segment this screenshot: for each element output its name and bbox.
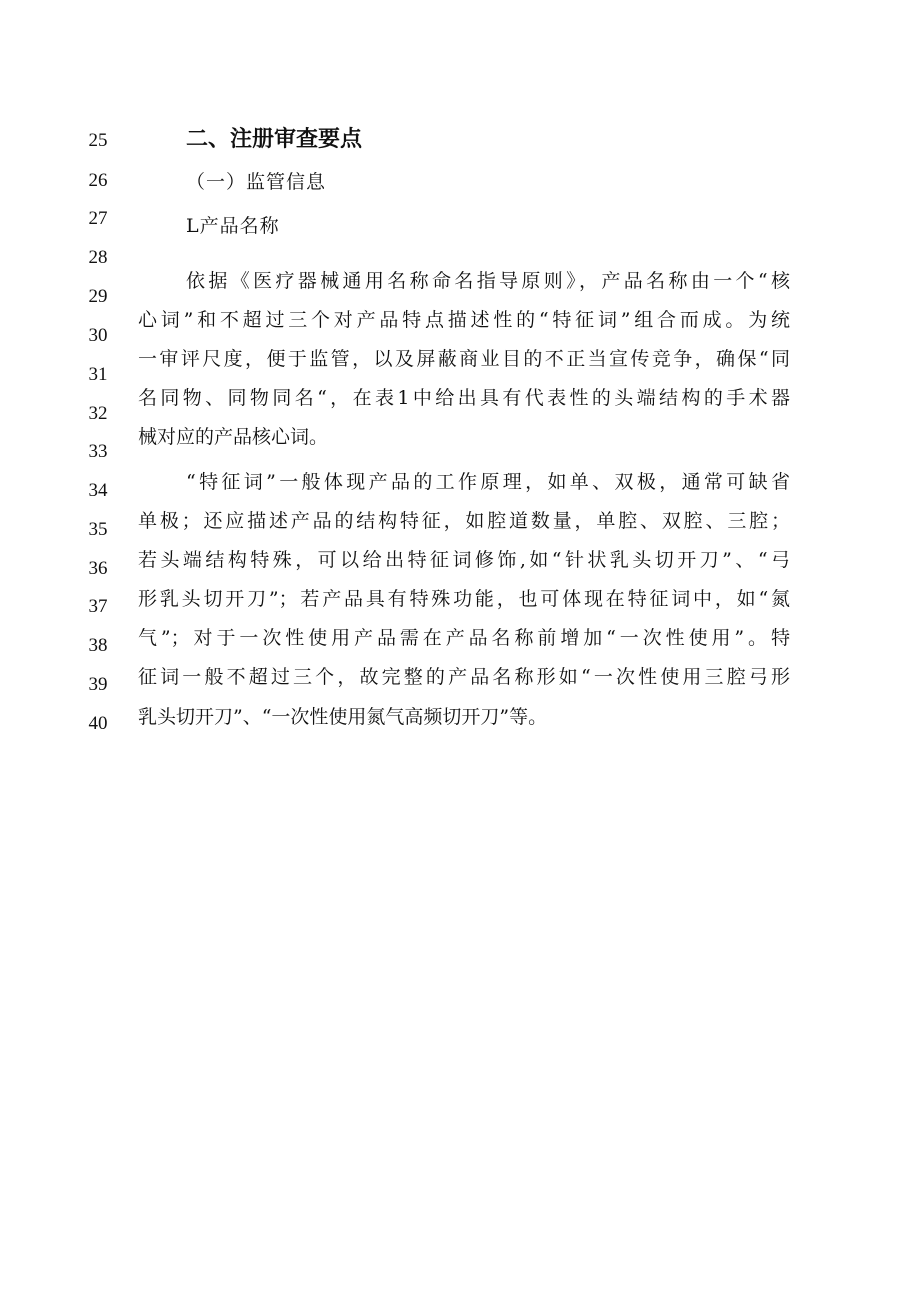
- section-heading: 二、注册审查要点: [186, 127, 363, 152]
- line-number: 29: [88, 286, 108, 307]
- line-number: 32: [88, 403, 108, 424]
- line-number: 27: [88, 208, 108, 229]
- line-number: 34: [88, 480, 108, 501]
- paragraph-line: 征词一般不超过三个，故完整的产品名称形如“一次性使用三腔弓形: [138, 666, 790, 688]
- paragraph-line: 依据《医疗器械通用名称命名指导原则》，产品名称由一个“核: [186, 270, 790, 292]
- line-number: 31: [88, 364, 108, 385]
- line-number: 25: [88, 130, 108, 151]
- line-number: 39: [88, 674, 108, 695]
- line-number: 40: [88, 713, 108, 734]
- paragraph-line: 一审评尺度，便于监管，以及屏蔽商业目的不正当宣传竞争，确保“同: [138, 348, 790, 370]
- paragraph-line: 名同物、同物同名“，在表1中给出具有代表性的头端结构的手术器: [138, 387, 790, 409]
- paragraph-line: 形乳头切开刀”；若产品具有特殊功能，也可体现在特征词中，如“氮: [138, 588, 790, 610]
- item-title: L产品名称: [186, 215, 280, 237]
- line-number: 33: [88, 441, 108, 462]
- line-number: 28: [88, 247, 108, 268]
- paragraph-line: 心词”和不超过三个对产品特点描述性的“特征词”组合而成。为统: [138, 309, 790, 331]
- paragraph-line: “特征词”一般体现产品的工作原理，如单、双极，通常可缺省: [186, 471, 790, 493]
- paragraph-line: 单极；还应描述产品的结构特征，如腔道数量，单腔、双腔、三腔；: [138, 510, 790, 532]
- line-number: 36: [88, 558, 108, 579]
- paragraph-line: 若头端结构特殊，可以给出特征词修饰,如“针状乳头切开刀”、“弓: [138, 549, 790, 571]
- line-number: 37: [88, 596, 108, 617]
- paragraph-line: 械对应的产品核心词。: [138, 426, 329, 448]
- paragraph-line: 气”；对于一次性使用产品需在产品名称前增加“一次性使用”。特: [138, 627, 790, 649]
- paragraph-line: 乳头切开刀”、“一次性使用氮气高频切开刀”等。: [138, 706, 548, 728]
- line-number: 38: [88, 635, 108, 656]
- line-number: 35: [88, 519, 108, 540]
- line-number: 26: [88, 170, 108, 191]
- subsection-heading: （一）监管信息: [186, 171, 327, 193]
- line-number: 30: [88, 325, 108, 346]
